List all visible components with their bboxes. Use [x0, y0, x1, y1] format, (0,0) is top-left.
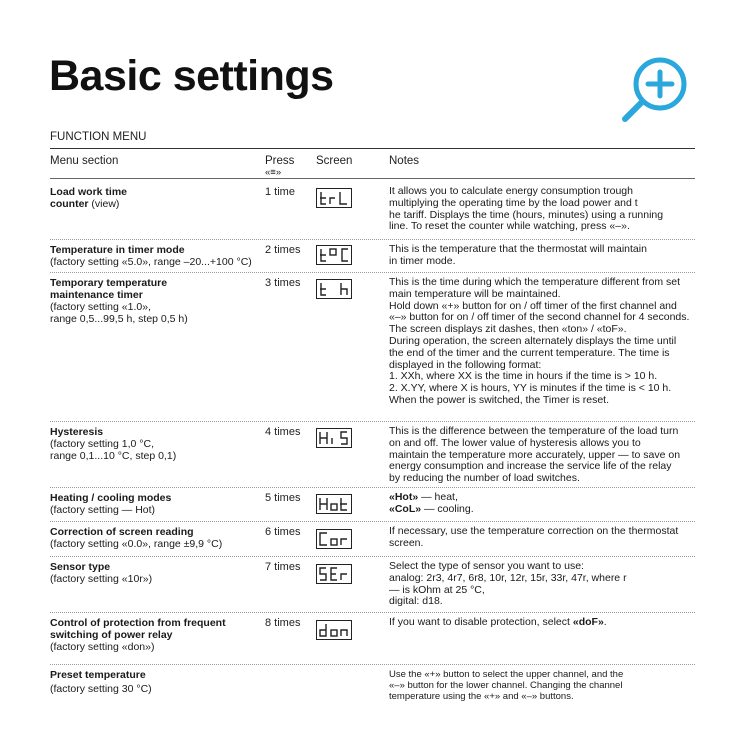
section-note: (factory setting 1,0 °C, — [50, 438, 154, 450]
screen-display-don — [316, 620, 352, 640]
header-notes: Notes — [389, 155, 420, 167]
note-line: displayed in the following format: — [389, 358, 542, 371]
press-count: 6 times — [265, 526, 301, 538]
section-title: Heating / cooling modes — [50, 492, 172, 504]
menu-section-cell — [50, 277, 260, 325]
notes-cell — [389, 244, 699, 268]
mode-col: «CoL» — [389, 502, 422, 515]
note-text: If you want to disable protection, select — [389, 616, 573, 628]
section-title: Hysteresis — [50, 426, 104, 438]
press-count: 2 times — [265, 244, 301, 256]
note-line: screen. — [389, 536, 424, 549]
note-text-end: . — [603, 616, 607, 628]
note-line: Hold down «+» button for on / off timer of the first channel and — [389, 299, 677, 312]
row-divider — [50, 239, 695, 240]
section-title: Control of protection from frequent — [50, 617, 226, 629]
mode-hot: «Hot» — [389, 491, 419, 503]
header-menu-section: Menu section — [50, 155, 119, 167]
screen-display-cor — [316, 529, 352, 549]
row-divider — [50, 421, 695, 422]
section-title: Temporary temperature — [50, 277, 168, 289]
note-line: When the power is switched, the Timer is reset. — [389, 393, 610, 406]
row-divider — [50, 664, 695, 665]
section-note: range 0,5...99,5 h, step 0,5 h) — [50, 313, 188, 325]
notes-cell — [389, 492, 699, 516]
note-line: During operation, the screen alternately displays the time until — [389, 334, 677, 347]
note-line: by reducing the number of load switches. — [389, 472, 580, 485]
screen-display-hot — [316, 494, 352, 514]
notes-cell — [389, 186, 699, 233]
note-line: main temperature will be maintained. — [389, 287, 561, 300]
header-press — [265, 155, 294, 179]
row-divider — [50, 272, 695, 273]
note-line: maintain the temperature more accurately, upper — to save on — [389, 448, 681, 461]
section-note: (factory setting «0.0», range ±9,9 °C) — [50, 538, 223, 550]
press-count: 8 times — [265, 617, 301, 629]
menu-section-cell — [50, 492, 260, 516]
header-divider — [50, 178, 695, 179]
section-note: range 0,1...10 °C, step 0,1) — [50, 450, 177, 462]
note-line: energy consumption and increase the service life of the relay — [389, 460, 672, 473]
note-line: on and off. The lower value of hysteresis allows you to — [389, 436, 641, 449]
row-divider — [50, 487, 695, 488]
note-line — [389, 617, 699, 629]
section-title-cont: switching of power relay — [50, 629, 173, 641]
note-line: «–» button for on / off timer of the second channel for 4 seconds. — [389, 311, 690, 324]
press-count: 1 time — [265, 186, 295, 198]
section-title: Correction of screen reading — [50, 526, 194, 538]
section-title: Sensor type — [50, 561, 111, 573]
note-line: — is kOhm at 25 °C, — [389, 583, 485, 596]
notes-cell — [389, 526, 699, 550]
section-title-cont: counter — [50, 198, 89, 210]
function-menu-label: FUNCTION MENU — [50, 131, 147, 143]
section-note: (factory setting «don») — [50, 641, 155, 653]
section-title: Temperature in timer mode — [50, 244, 185, 256]
notes-cell — [389, 277, 709, 407]
screen-display-his — [316, 428, 352, 448]
note-line — [389, 504, 699, 516]
note-line: he tariff. Displays the time (hours, minutes) using a running — [389, 208, 664, 221]
press-count: 3 times — [265, 277, 301, 289]
note-line: This is the time during which the temperature different from set — [389, 276, 681, 288]
section-note: (factory setting — Hot) — [50, 504, 156, 516]
section-title-cont: maintenance timer — [50, 289, 143, 301]
note-value: «doF» — [572, 616, 604, 628]
screen-display-trl — [316, 188, 352, 208]
menu-section-cell — [50, 186, 260, 210]
section-note: (factory setting 30 °C) — [50, 683, 152, 695]
page-title: Basic settings — [49, 52, 334, 100]
menu-section-cell — [50, 561, 260, 585]
press-count: 7 times — [265, 561, 301, 573]
note-line: Use the «+» button to select the upper channel, and the — [389, 669, 624, 680]
note-line: analog: 2r3, 4r7, 6r8, 10r, 12r, 15r, 33r, 47r, where r — [389, 571, 627, 584]
note-line: multiplying the operating time by the load power and t — [389, 196, 638, 209]
note-line: It allows you to calculate energy consumption trough — [389, 185, 633, 197]
notes-cell — [389, 561, 699, 608]
header-rule — [50, 148, 695, 149]
section-title: Load work time — [50, 186, 128, 198]
notes-cell — [389, 426, 699, 485]
row-divider — [50, 612, 695, 613]
header-screen: Screen — [316, 155, 353, 167]
note-line: «–» button for the lower channel. Changing the channel — [389, 680, 623, 691]
menu-section-cell — [50, 426, 260, 462]
press-count: 4 times — [265, 426, 301, 438]
note-line: This is the difference between the temperature of the load turn — [389, 425, 679, 437]
note-line: 1. XXh, where XX is the time in hours if the time is > 10 h. — [389, 370, 658, 383]
note-line: This is the temperature that the thermostat will maintain — [389, 243, 647, 255]
menu-section-cell — [50, 526, 260, 550]
menu-section-cell — [50, 244, 280, 268]
section-note: (view) — [88, 198, 120, 210]
screen-display-ser — [316, 564, 352, 584]
press-count: 5 times — [265, 492, 301, 504]
note-line: the end of the timer and the current temperature. The time is — [389, 346, 670, 359]
note-line: in timer mode. — [389, 254, 456, 267]
header-press-label: Press — [265, 155, 295, 167]
screen-display-toc — [316, 245, 352, 265]
note-line: 2. X.YY, where X is hours, YY is minutes if the time is < 10 h. — [389, 382, 672, 395]
screen-display-th — [316, 279, 352, 299]
menu-section-cell — [50, 669, 260, 695]
section-note: (factory setting «1.0», — [50, 301, 151, 313]
menu-section-cell — [50, 617, 260, 653]
row-divider — [50, 521, 695, 522]
note-line: Select the type of sensor you want to use: — [389, 560, 584, 572]
note-line: temperature using the «+» and «–» buttons. — [389, 691, 574, 702]
note-line: digital: d18. — [389, 595, 443, 608]
note-line: The screen displays zit dashes, then «ton» / «toF». — [389, 323, 627, 336]
mode-col-desc: — cooling. — [421, 502, 474, 515]
row-divider — [50, 556, 695, 557]
mode-hot-desc: — heat, — [418, 491, 458, 503]
notes-cell — [389, 669, 699, 702]
section-note: (factory setting «10r») — [50, 573, 153, 585]
zoom-in-icon[interactable] — [616, 54, 692, 126]
notes-cell — [389, 617, 699, 629]
header-press-symbol: «≡» — [265, 167, 282, 178]
section-title: Preset temperature — [50, 669, 146, 681]
section-note: (factory setting «5.0», range –20...+100 °C) — [50, 256, 252, 268]
note-line: If necessary, use the temperature correction on the thermostat — [389, 525, 679, 537]
note-line: line. To reset the counter while watching, press «–». — [389, 220, 630, 233]
